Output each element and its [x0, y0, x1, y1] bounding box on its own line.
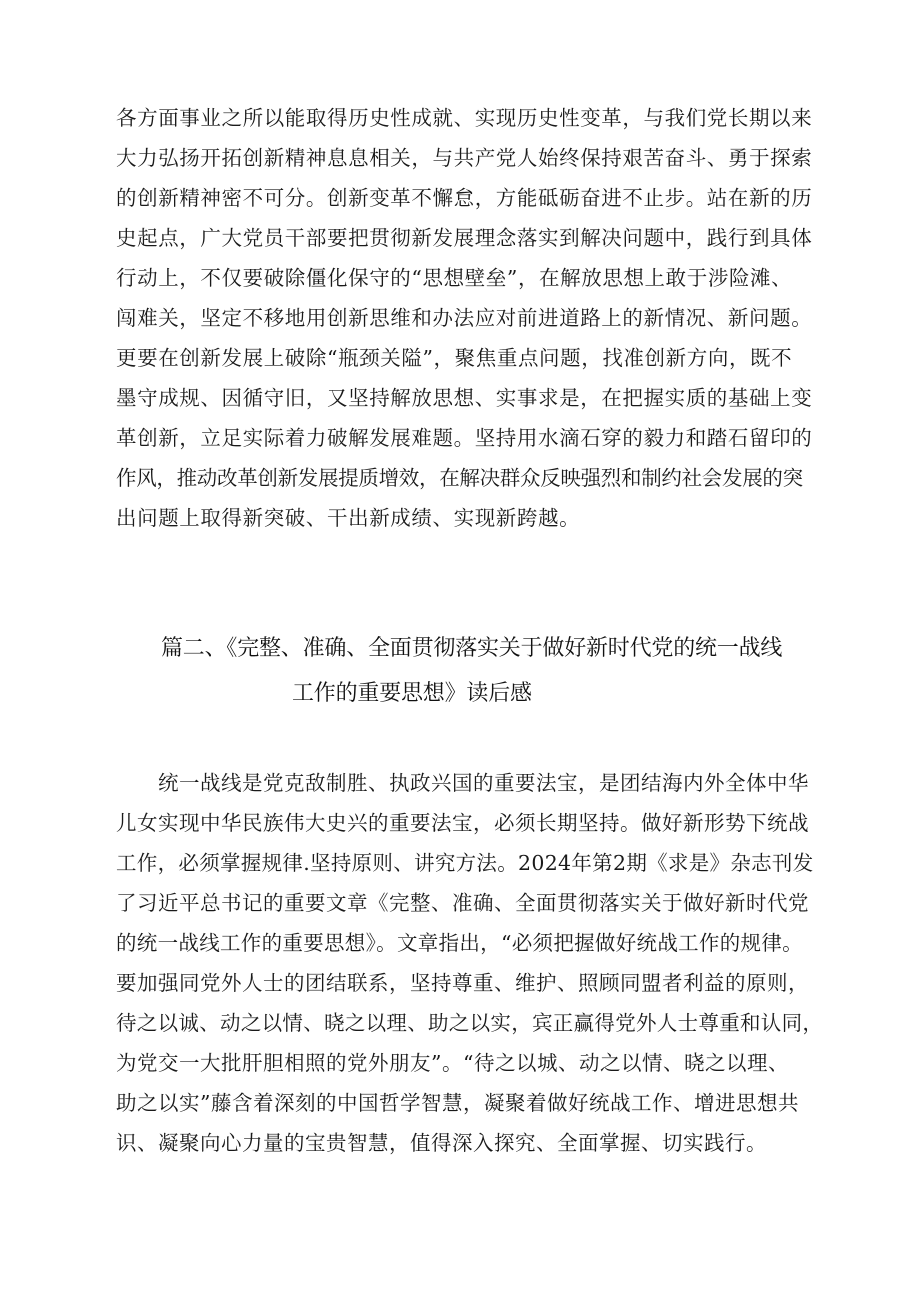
paragraph-line: 闯难关，坚定不移地用创新思维和办法应对前进道路上的新情况、新问题。: [116, 306, 813, 330]
section-heading-line-1: 篇二、《完整、准确、全面贯彻落实关于做好新时代党的统一战线: [161, 636, 783, 661]
paragraph-line: 儿女实现中华民族伟大史兴的重要法宝，必须长期坚持。做好新形势下统战: [116, 811, 809, 835]
paragraph-line: 墨守成规、因循守旧，又坚持解放思想、实事求是，在把握实质的基础上变: [116, 386, 813, 410]
paragraph-line: 助之以实”藤含着深刻的中国哲学智慧，凝聚着做好统战工作、增进思想共: [116, 1091, 799, 1115]
paragraph-line: 要加强同党外人士的团结联系，坚持尊重、维护、照顾同盟者利益的原则，: [116, 971, 809, 995]
paragraph-line: 了习近平总书记的重要文章《完整、准确、全面贯彻落实关于做好新时代党: [116, 891, 809, 915]
paragraph-line: 待之以诚、动之以情、晓之以理、助之以实，宾正赢得党外人士尊重和认同，: [116, 1011, 824, 1035]
paragraph-line: 统一战线是党克敌制胜、执政兴国的重要法宝，是团结海内外全体中华: [158, 771, 809, 795]
paragraph-line: 为党交一大批肝胆相照的党外朋友”。“待之以城、动之以情、晓之以理、: [116, 1051, 789, 1075]
section-heading-line-2: 工作的重要思想》读后感: [292, 681, 532, 706]
paragraph-line: 大力弘扬开拓创新精神息息相关，与共产党人始终保持艰苦奋斗、勇于探索: [116, 146, 813, 170]
paragraph-line: 行动上，不仅要破除僵化保守的“思想壁垒”，在解放思想上敢于涉险滩、: [116, 266, 793, 290]
paragraph-line: 出问题上取得新突破、干出新成绩、实现新跨越。: [116, 506, 581, 530]
paragraph-line: 各方面事业之所以能取得历史性成就、实现历史性变革，与我们党长期以来: [116, 106, 813, 130]
paragraph-line: 工作，必须掌握规律.坚持原则、讲究方法。2024年第2期《求是》杂志刊发: [116, 851, 814, 875]
paragraph-line: 的统一战线工作的重要思想》。文章指出，“必须把握做好统战工作的规律。: [116, 931, 803, 955]
paragraph-line: 的创新精神密不可分。创新变革不懈怠，方能砥砺奋进不止步。站在新的历: [116, 186, 813, 210]
paragraph-line: 更要在创新发展上破除“瓶颈关隘”，聚焦重点问题，找准创新方向，既不: [116, 346, 793, 370]
paragraph-line: 史起点，广大党员干部要把贯彻新发展理念落实到解决问题中，践行到具体: [116, 226, 813, 250]
paragraph-line: 识、凝聚向心力量的宝贵智慧，值得深入探究、全面掌握、切实践行。: [116, 1131, 767, 1155]
paragraph-line: 作风，推动改革创新发展提质增效，在解决群众反映强烈和制约社会发展的突: [116, 466, 803, 490]
paragraph-line: 革创新，立足实际着力破解发展难题。坚持用水滴石穿的毅力和踏石留印的: [116, 426, 813, 450]
